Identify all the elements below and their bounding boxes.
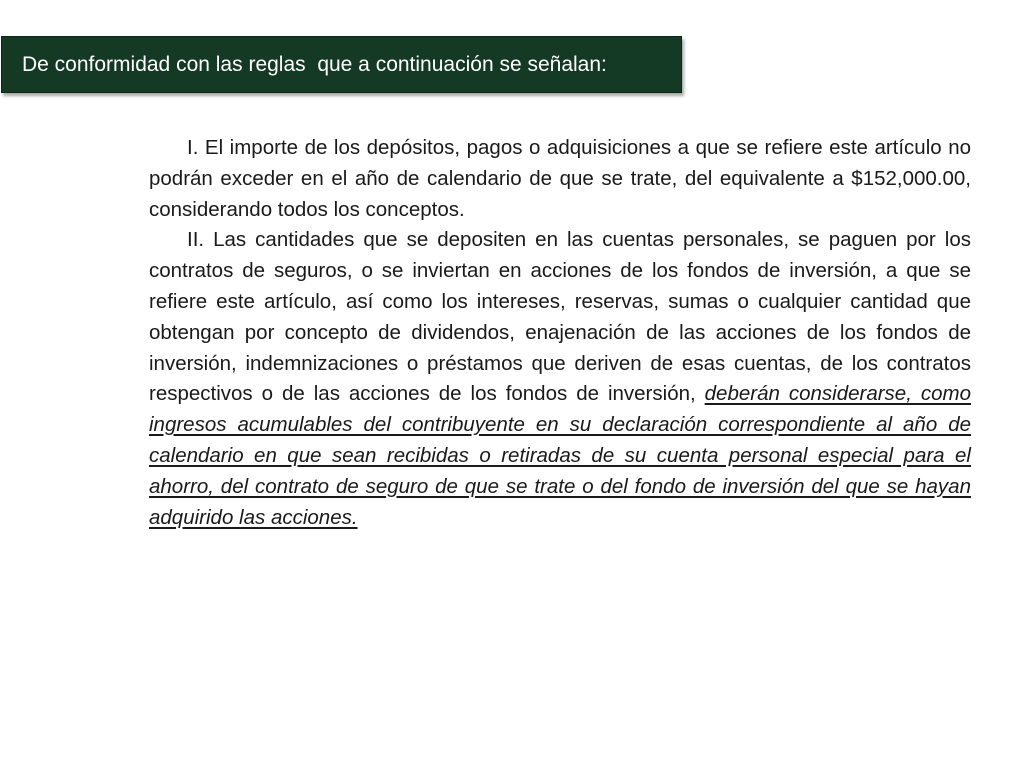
paragraph-fraction-ii xyxy=(149,225,971,533)
title-banner xyxy=(1,36,682,93)
slide-body xyxy=(149,133,971,533)
emphasized-text: deberán considerarse, como ingresos acumulables del contribuyente en su declaración correspondiente al año de calendario en que sean recibidas o retiradas de su cuenta personal especial para el ahorro, del contrato de seguro de que se trate o del fondo de inversión del que se hayan adquirido las acciones. xyxy=(149,382,971,529)
paragraph-text: II. Las cantidades que se depositen en las cuentas personales, se paguen por los contratos de seguros, o se inviertan en acciones de los fondos de inversión, a que se refiere este artículo, así como los intereses, reservas, sumas o cualquier cantidad que obtengan por concepto de dividendos, enajenación de las acciones de los fondos de inversión, indemnizaciones o préstamos que deriven de esas cuentas, de los contratos respectivos o de las acciones de los fondos de inversión, xyxy=(149,228,971,406)
paragraph-fraction-i xyxy=(149,133,971,225)
paragraph-text: I. El importe de los depósitos, pagos o adquisiciones a que se refiere este artículo no podrán exceder en el año de calendario de que se trate, del equivalente a $152,000.00, considerando todos los conceptos. xyxy=(149,136,971,221)
slide-title: De conformidad con las reglas que a continuación se señalan: xyxy=(22,52,607,76)
